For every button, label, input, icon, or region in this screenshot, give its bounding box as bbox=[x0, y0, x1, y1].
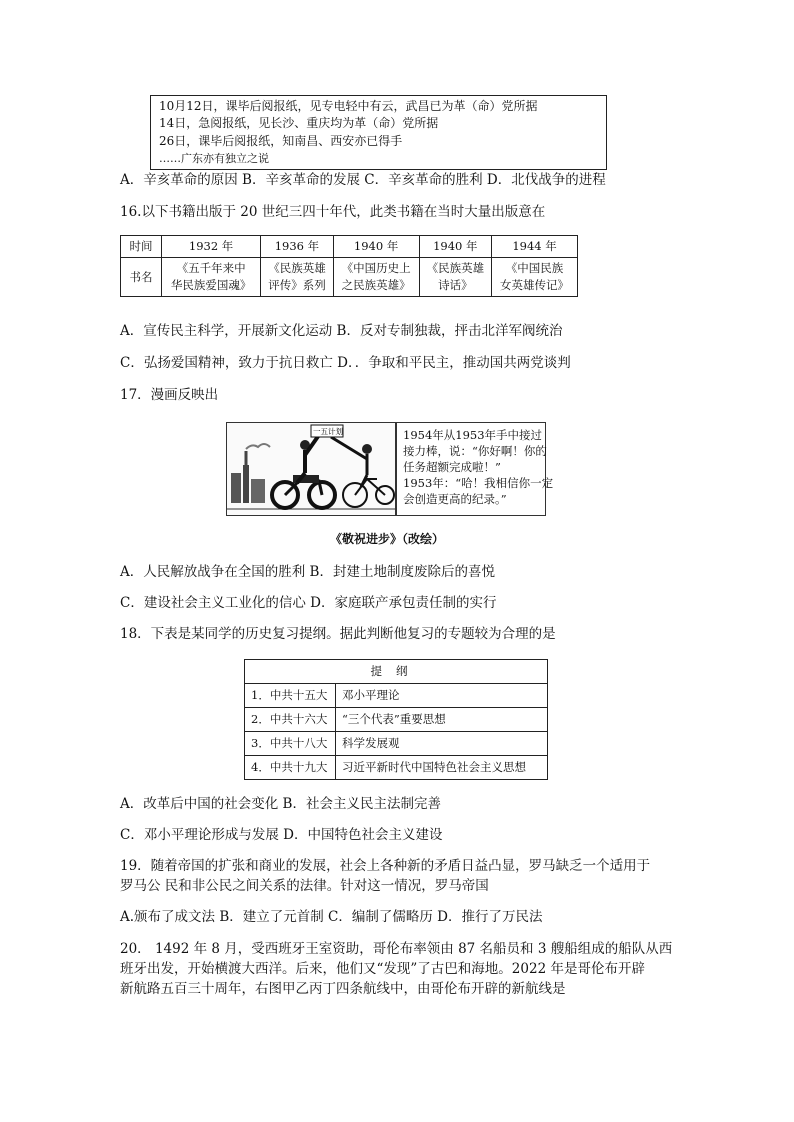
cartoon-title: 《敬祝进步》（改绘） bbox=[330, 532, 445, 546]
q19-options: A.颁布了成文法 B．建立了元首制 C．编制了儒略历 D．推行了万民法 bbox=[120, 909, 543, 925]
q16-options-cd: C．弘扬爱国精神，致力于抗日救亡 D．．争取和平民主，推动国共两党谈判 bbox=[120, 355, 571, 371]
q16-stem: 16.以下书籍出版于 20 世纪三四十年代，此类书籍在当时大量出版意在 bbox=[120, 204, 546, 220]
congress-cell: 3．中共十八大 bbox=[245, 732, 336, 756]
q20-line3: 新航路五百三十周年，右图甲乙丙丁四条航线中，由哥伦布开辟的新航线是 bbox=[120, 981, 566, 997]
relay-cartoon-image bbox=[227, 423, 395, 515]
book-title-line: 《民族英雄 bbox=[426, 261, 485, 275]
dialogue-line: 会创造更高的纪录。” bbox=[403, 492, 507, 506]
table-header-cell: 时间 bbox=[121, 236, 162, 258]
year-cell: 1940 年 bbox=[419, 236, 492, 258]
book-title-line: 之民族英雄》 bbox=[341, 278, 411, 292]
dialogue-line: 接力棒，说：“你好啊！你的 bbox=[403, 444, 547, 458]
book-cell bbox=[492, 258, 578, 297]
table-header-cell: 书名 bbox=[121, 258, 162, 297]
year-cell: 1932 年 bbox=[162, 236, 261, 258]
congress-cell: 2．中共十六大 bbox=[245, 708, 336, 732]
q17-options-ab: A．人民解放战争在全国的胜利 B．封建土地制度废除后的喜悦 bbox=[120, 564, 495, 580]
dialogue-line: 1954年从1953年手中接过 bbox=[403, 428, 543, 442]
year-cell: 1940 年 bbox=[333, 236, 419, 258]
q18-outline-table bbox=[244, 659, 548, 780]
book-title-line: 《五千年来中 bbox=[176, 261, 246, 275]
q17-stem: 17．漫画反映出 bbox=[120, 387, 219, 403]
diary-line: 10月12日，课毕后阅报纸，见专电轻中有云，武昌已为革（命）党所据 bbox=[159, 99, 538, 113]
q16-options-ab: A．宣传民主科学，开展新文化运动 B．反对专制独裁，抨击北洋军阀统治 bbox=[120, 323, 563, 339]
theory-cell: “三个代表”重要思想 bbox=[336, 708, 548, 732]
q17-options-cd: C．建设社会主义工业化的信心 D．家庭联产承包责任制的实行 bbox=[120, 595, 497, 611]
cartoon-illustration bbox=[226, 422, 396, 516]
book-title-line: 诗话》 bbox=[438, 278, 473, 292]
q18-stem: 18．下表是某同学的历史复习提纲。据此判断他复习的专题较为合理的是 bbox=[120, 626, 556, 642]
theory-cell: 习近平新时代中国特色社会主义思想 bbox=[336, 756, 548, 780]
book-title-line: 华民族爱国魂》 bbox=[170, 278, 252, 292]
book-cell bbox=[261, 258, 334, 297]
book-title-line: 《中国民族 bbox=[505, 261, 564, 275]
theory-cell: 科学发展观 bbox=[336, 732, 548, 756]
q18-options-ab: A．改革后中国的社会变化 B．社会主义民主法制完善 bbox=[120, 796, 441, 812]
q19-stem-line2: 罗马公 民和非公民之间关系的法律。针对这一情况，罗马帝国 bbox=[120, 878, 489, 894]
q19-stem-line1: 19．随着帝国的扩张和商业的发展，社会上各种新的矛盾日益凸显，罗马缺乏一个适用于 bbox=[120, 858, 651, 874]
book-title-line: 《中国历史上 bbox=[341, 261, 411, 275]
book-title-line: 女英雄传记》 bbox=[500, 278, 570, 292]
year-cell: 1936 年 bbox=[261, 236, 334, 258]
q20-line1: 20． 1492 年 8 月，受西班牙王室资助，哥伦布率领由 87 名船员和 3 艘船组成的船队从西 bbox=[120, 941, 673, 957]
diary-excerpt-box bbox=[150, 95, 607, 170]
q18-options-cd: C．邓小平理论形成与发展 D．中国特色社会主义建设 bbox=[120, 827, 443, 843]
q16-book-table bbox=[120, 235, 578, 297]
q15-options: A．辛亥革命的原因 B．辛亥革命的发展 C．辛亥革命的胜利 D．北伐战争的进程 bbox=[120, 172, 606, 188]
book-cell bbox=[419, 258, 492, 297]
dialogue-line: 任务超额完成啦！” bbox=[403, 460, 501, 474]
book-cell bbox=[333, 258, 419, 297]
diary-line: ……广东亦有独立之说 bbox=[159, 152, 269, 165]
cartoon-dialogue-box bbox=[396, 422, 554, 516]
diary-line: 26日，课毕后阅报纸，知南昌、西安亦已得手 bbox=[159, 134, 403, 148]
book-cell bbox=[162, 258, 261, 297]
q20-line2: 班牙出发，开始横渡大西洋。后来，他们又“发现”了古巴和海地。2022 年是哥伦布开辟 bbox=[120, 961, 645, 977]
theory-cell: 邓小平理论 bbox=[336, 684, 548, 708]
year-cell: 1944 年 bbox=[492, 236, 578, 258]
diary-line: 14日，急阅报纸，见长沙、重庆均为革（命）党所据 bbox=[159, 116, 439, 130]
book-title-line: 《民族英雄 bbox=[268, 261, 326, 275]
congress-cell: 4．中共十九大 bbox=[245, 756, 336, 780]
congress-cell: 1．中共十五大 bbox=[245, 684, 336, 708]
dialogue-line: 1953年：“哈！我相信你一定 bbox=[403, 476, 554, 490]
outline-header: 提纲 bbox=[245, 660, 548, 684]
book-title-line: 评传》系列 bbox=[268, 278, 326, 292]
cartoon-banner-text: 一五计划 bbox=[313, 427, 343, 436]
